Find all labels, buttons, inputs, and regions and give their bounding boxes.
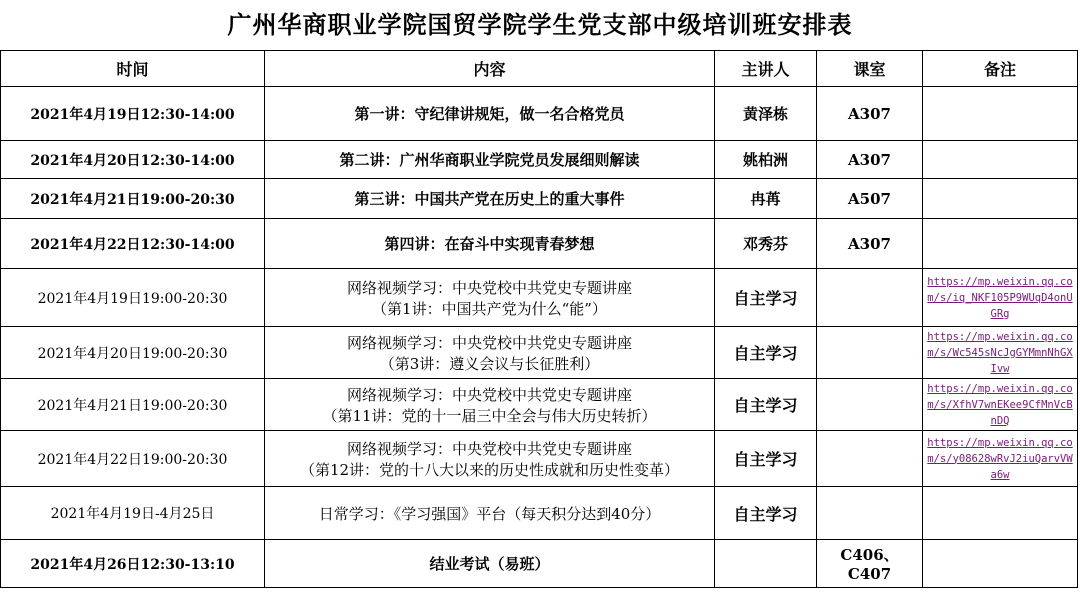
row-time: 2021年4月19日19:00-20:30	[1, 269, 265, 327]
row-speaker: 黄泽栋	[715, 87, 817, 141]
row-room: A307	[817, 87, 923, 141]
row-content	[265, 431, 715, 487]
table-row	[1, 141, 1078, 179]
row-time: 2021年4月22日19:00-20:30	[1, 431, 265, 487]
row-content-line: 第一讲：守纪律讲规矩，做一名合格党员	[354, 105, 625, 123]
table-row	[1, 179, 1078, 219]
row-speaker: 姚柏洲	[715, 141, 817, 179]
row-content-line: 网络视频学习：中央党校中共党史专题讲座	[346, 333, 632, 352]
row-content	[265, 269, 715, 327]
note-link[interactable]: https://mp.weixin.qq.com/s/y08628wRvJ2iuQarvVWa6w	[927, 436, 1073, 481]
row-time: 2021年4月21日19:00-20:30	[1, 179, 265, 219]
row-speaker	[715, 540, 817, 588]
row-content	[265, 179, 715, 219]
row-note	[923, 540, 1078, 588]
column-header-time: 时间	[1, 51, 265, 87]
column-header-room: 课室	[817, 51, 923, 87]
row-content-subline: （第11讲：党的十一届三中全会与伟大历史转折）	[322, 406, 657, 425]
table-row	[1, 431, 1078, 487]
row-note	[923, 379, 1078, 431]
row-content	[265, 379, 715, 431]
row-content-subline: （第12讲：党的十八大以来的历史性成就和历史性变革）	[299, 460, 680, 479]
table-row	[1, 487, 1078, 540]
row-note	[923, 327, 1078, 379]
row-content	[265, 487, 715, 540]
row-time: 2021年4月21日19:00-20:30	[1, 379, 265, 431]
row-content	[265, 540, 715, 588]
row-speaker: 自主学习	[715, 431, 817, 487]
row-content-line: 第三讲：中国共产党在历史上的重大事件	[354, 190, 625, 208]
row-content	[265, 87, 715, 141]
row-content-line: 网络视频学习：中央党校中共党史专题讲座	[346, 385, 632, 404]
column-header-note: 备注	[923, 51, 1078, 87]
row-speaker: 邓秀芬	[715, 219, 817, 269]
row-room	[817, 269, 923, 327]
column-header-content: 内容	[265, 51, 715, 87]
table-row	[1, 540, 1078, 588]
note-link[interactable]: https://mp.weixin.qq.com/s/Wc545sNcJgGYMmnNhGXIvw	[927, 330, 1073, 375]
row-note	[923, 487, 1078, 540]
note-link[interactable]: https://mp.weixin.qq.com/s/XfhV7wnEKee9CfMnVcBnDQ	[927, 382, 1073, 427]
row-speaker: 自主学习	[715, 269, 817, 327]
column-header-speaker: 主讲人	[715, 51, 817, 87]
row-room: C406、C407	[817, 540, 923, 588]
row-content	[265, 141, 715, 179]
row-content-line: 网络视频学习：中央党校中共党史专题讲座	[346, 439, 632, 458]
row-room: A307	[817, 141, 923, 179]
row-note	[923, 141, 1078, 179]
row-time: 2021年4月19日-4月25日	[1, 487, 265, 540]
row-room	[817, 327, 923, 379]
page-title: 广州华商职业学院国贸学院学生党支部中级培训班安排表	[227, 10, 853, 39]
table-row	[1, 327, 1078, 379]
table-row	[1, 219, 1078, 269]
row-room: A507	[817, 179, 923, 219]
row-time: 2021年4月20日12:30-14:00	[1, 141, 265, 179]
table-row	[1, 269, 1078, 327]
row-room	[817, 487, 923, 540]
row-content-line: 结业考试（易班）	[429, 555, 550, 573]
row-time: 2021年4月19日12:30-14:00	[1, 87, 265, 141]
row-note	[923, 179, 1078, 219]
row-content-subline: （第3讲：遵义会议与长征胜利）	[379, 354, 600, 373]
schedule-table	[0, 50, 1078, 588]
row-time: 2021年4月26日12:30-13:10	[1, 540, 265, 588]
row-room: A307	[817, 219, 923, 269]
row-time: 2021年4月20日19:00-20:30	[1, 327, 265, 379]
row-content-line: 第二讲：广州华商职业学院党员发展细则解读	[339, 151, 640, 169]
table-row	[1, 379, 1078, 431]
note-link[interactable]: https://mp.weixin.qq.com/s/iq_NKF105P9WUqD4onUGRg	[927, 275, 1073, 320]
row-time: 2021年4月22日12:30-14:00	[1, 219, 265, 269]
row-note	[923, 431, 1078, 487]
row-content-line: 第四讲：在奋斗中实现青春梦想	[384, 235, 595, 253]
row-note	[923, 219, 1078, 269]
row-speaker: 冉苒	[715, 179, 817, 219]
row-content-subline: （第1讲：中国共产党为什么“能”）	[372, 299, 607, 318]
table-row	[1, 87, 1078, 141]
row-room	[817, 379, 923, 431]
row-speaker: 自主学习	[715, 327, 817, 379]
row-note	[923, 87, 1078, 141]
row-room	[817, 431, 923, 487]
row-speaker: 自主学习	[715, 379, 817, 431]
row-note	[923, 269, 1078, 327]
row-content	[265, 327, 715, 379]
row-content-line: 日常学习：《学习强国》平台（每天积分达到40分）	[318, 504, 661, 523]
table-header-row	[1, 51, 1078, 87]
row-content	[265, 219, 715, 269]
row-content-line: 网络视频学习：中央党校中共党史专题讲座	[346, 278, 632, 297]
row-speaker: 自主学习	[715, 487, 817, 540]
